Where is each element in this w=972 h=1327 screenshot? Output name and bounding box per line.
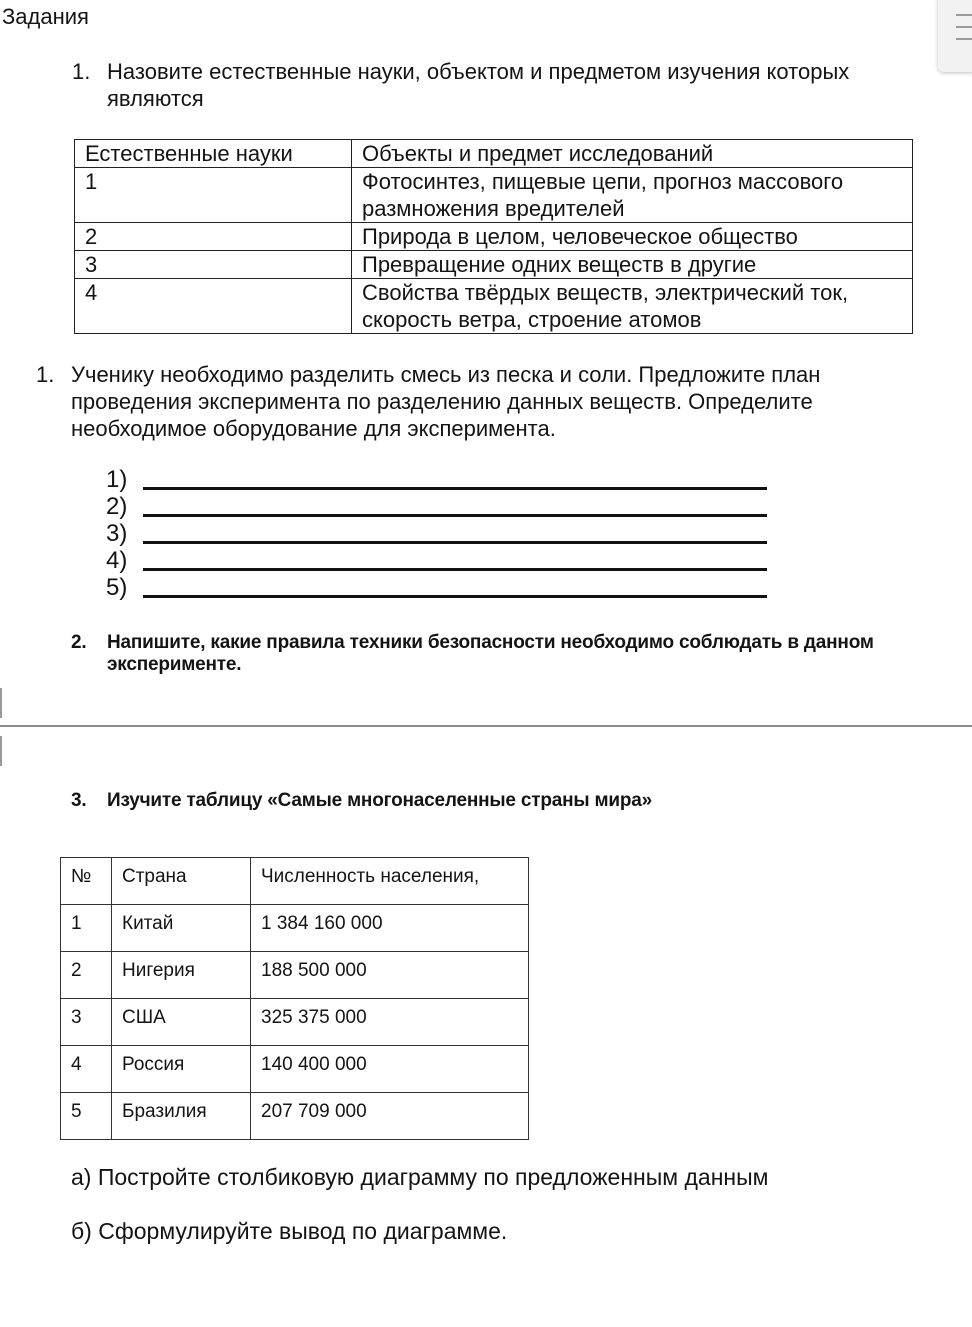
task-3-prompt — [71, 632, 874, 654]
task-1-prompt — [72, 58, 849, 85]
task-number: 1. — [72, 59, 91, 84]
table-row — [75, 168, 913, 223]
table-row — [61, 1046, 529, 1093]
answer-blank-4[interactable] — [143, 568, 767, 571]
table-cell-num: 4 — [75, 279, 352, 334]
table-header-cell: № — [61, 858, 112, 905]
table-row — [75, 223, 913, 251]
answer-blank-1[interactable] — [143, 487, 767, 490]
cell-text: Свойства твёрдых веществ, электрический ток, — [362, 280, 849, 305]
table-header-row — [75, 140, 913, 168]
task-number: 2. — [71, 632, 87, 653]
page-edge-marker — [0, 688, 2, 718]
table-row — [75, 251, 913, 279]
page-title: Задания — [2, 4, 89, 29]
table-cell-num: 4 — [61, 1046, 112, 1093]
table-cell-country: Китай — [112, 905, 251, 952]
cell-text: скорость ветра, строение атомов — [362, 307, 702, 332]
task-text: Напишите, какие правила техники безопасности необходимо соблюдать в данном — [107, 632, 874, 653]
task-1-prompt-cont: являются — [107, 86, 204, 111]
table-row — [61, 1093, 529, 1140]
hamburger-menu-button[interactable] — [938, 0, 972, 72]
task-text: эксперименте. — [107, 654, 242, 675]
task-number: 1. — [36, 362, 55, 387]
table-header-cell: Страна — [112, 858, 251, 905]
table-cell-num: 3 — [61, 999, 112, 1046]
table-cell-object: Превращение одних веществ в другие — [352, 251, 913, 279]
page-edge-marker — [0, 736, 2, 766]
task-text: Ученику необходимо разделить смесь из песка и соли. Предложите план — [71, 362, 821, 387]
table-cell-num: 1 — [61, 905, 112, 952]
table-cell-population: 140 400 000 — [251, 1046, 529, 1093]
task-4-prompt — [71, 790, 652, 812]
table-cell-num: 3 — [75, 251, 352, 279]
blank-label: 2) — [106, 493, 128, 520]
subtask-a: а) Постройте столбиковую диаграмму по предложенным данным — [71, 1164, 769, 1190]
table-cell-num: 2 — [61, 952, 112, 999]
answer-blank-5[interactable] — [143, 595, 767, 598]
table-cell-country: Россия — [112, 1046, 251, 1093]
task-text: необходимое оборудование для эксперимента. — [71, 416, 556, 441]
table-cell-num: 2 — [75, 223, 352, 251]
table-cell-object — [352, 279, 913, 334]
table-cell-country: Нигерия — [112, 952, 251, 999]
hamburger-menu-icon — [956, 14, 972, 16]
table-cell-num: 1 — [75, 168, 352, 223]
table-cell-object: Природа в целом, человеческое общество — [352, 223, 913, 251]
task-number: 3. — [71, 790, 87, 811]
hamburger-menu-icon-line — [956, 38, 972, 40]
table-cell-population: 325 375 000 — [251, 999, 529, 1046]
table-row — [61, 905, 529, 952]
table-header-cell: Естественные науки — [75, 140, 352, 168]
task-text: проведения эксперимента по разделению данных веществ. Определите — [71, 389, 813, 414]
answer-blank-2[interactable] — [143, 514, 767, 517]
table-cell-country: Бразилия — [112, 1093, 251, 1140]
table-cell-num: 5 — [61, 1093, 112, 1140]
task-text: Изучите таблицу «Самые многонаселенные страны мира» — [107, 790, 652, 811]
table-header-cell: Численность населения, — [251, 858, 529, 905]
population-table — [60, 857, 529, 1140]
cell-text: Фотосинтез, пищевые цепи, прогноз массового — [362, 169, 844, 194]
blank-label: 5) — [106, 574, 128, 601]
blank-label: 1) — [106, 466, 128, 493]
table-cell-population: 188 500 000 — [251, 952, 529, 999]
table-cell-object — [352, 168, 913, 223]
hamburger-menu-icon-line — [956, 26, 972, 28]
blank-label: 4) — [106, 547, 128, 574]
table-cell-population: 207 709 000 — [251, 1093, 529, 1140]
table-cell-country: США — [112, 999, 251, 1046]
task-2-prompt — [36, 361, 820, 388]
blank-label: 3) — [106, 520, 128, 547]
table-row — [75, 279, 913, 334]
table-header-row — [61, 858, 529, 905]
cell-text: размножения вредителей — [362, 196, 625, 221]
page-break-divider — [0, 725, 972, 727]
table-row — [61, 999, 529, 1046]
task-text: Назовите естественные науки, объектом и предметом изучения которых — [107, 59, 850, 84]
subtask-b: б) Сформулируйте вывод по диаграмме. — [71, 1218, 508, 1244]
table-cell-population: 1 384 160 000 — [251, 905, 529, 952]
sciences-table — [74, 139, 913, 334]
answer-blank-3[interactable] — [143, 541, 767, 544]
table-header-cell: Объекты и предмет исследований — [352, 140, 913, 168]
table-row — [61, 952, 529, 999]
